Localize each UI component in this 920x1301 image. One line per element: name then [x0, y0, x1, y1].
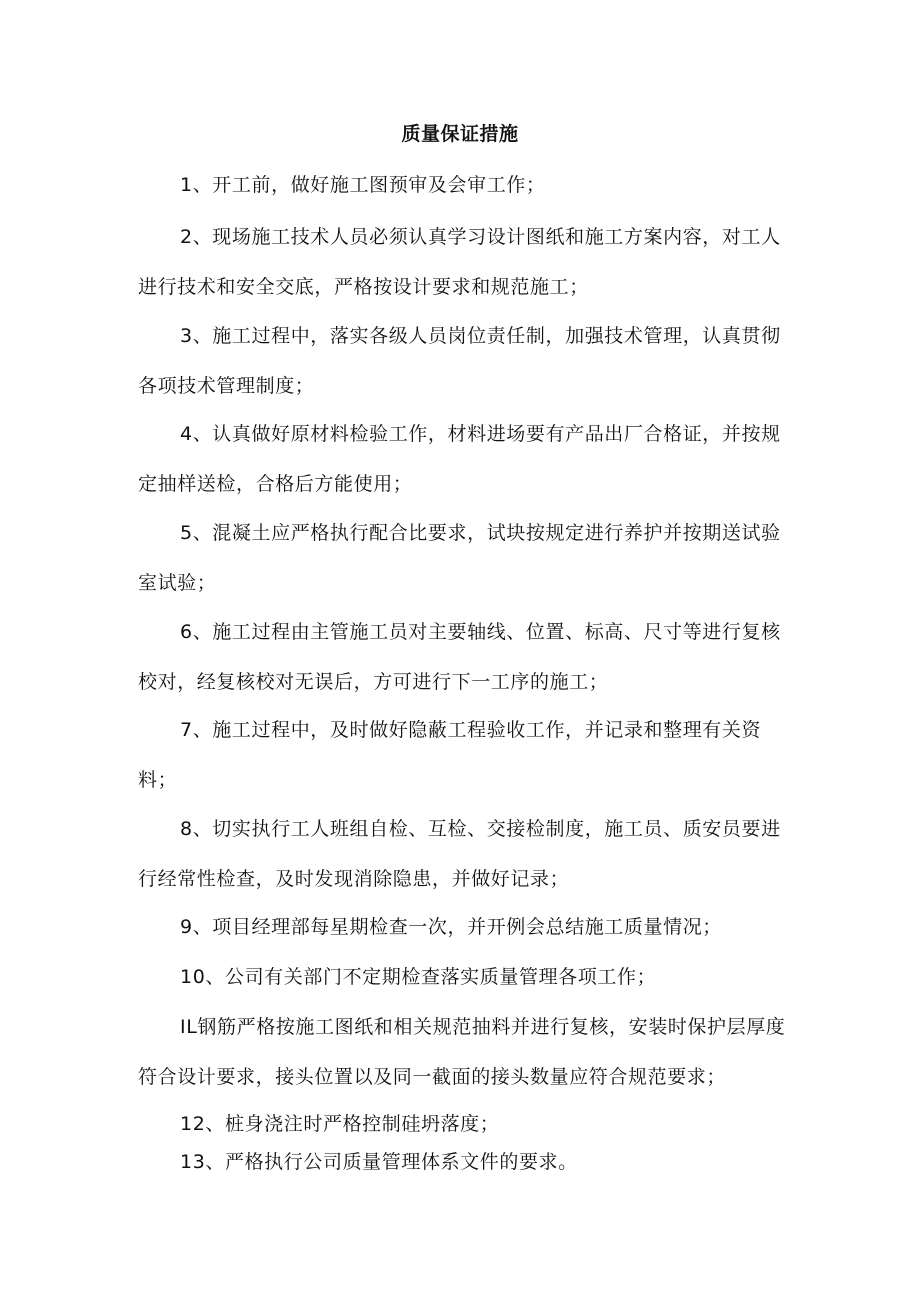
paragraph-9: 9、项目经理部每星期检查一次，并开例会总结施工质量情况； [180, 916, 722, 938]
paragraph-10: 10、公司有关部门不定期检查落实质量管理各项工作； [180, 966, 657, 988]
paragraph-2: 2、现场施工技术人员必须认真学习设计图纸和施工方案内容，对工人进行技术和安全交底，严格按设计要求和规范施工； [138, 226, 781, 298]
paragraph-1: 1、开工前，做好施工图预审及会审工作； [180, 174, 546, 196]
paragraph-5: 5、混凝土应严格执行配合比要求，试块按规定进行养护并按期送试验室试验； [138, 522, 781, 594]
paragraph-12: 12、桩身浇注时严格控制硅坍落度； [180, 1113, 500, 1135]
paragraph-7: 7、施工过程中，及时做好隐蔽工程验收工作，并记录和整理有关资料； [138, 719, 762, 791]
paragraph-8: 8、切实执行工人班组自检、互检、交接检制度，施工员、质安员要进行经常性检查，及时发现消除隐患，并做好记录； [138, 818, 781, 890]
paragraph-6: 6、施工过程由主管施工员对主要轴线、位置、标高、尺寸等进行复核校对，经复核校对无误后，方可进行下一工序的施工； [138, 621, 781, 693]
paragraph-4: 4、认真做好原材料检验工作，材料进场要有产品出厂合格证，并按规定抽样送检，合格后方能使用； [138, 423, 781, 495]
document-title: 质量保证措施 [401, 123, 519, 145]
paragraph-11: IL钢筋严格按施工图纸和相关规范抽料并进行复核，安装时保护层厚度符合设计要求，接头位置以及同一截面的接头数量应符合规范要求； [138, 1016, 786, 1088]
paragraph-3: 3、施工过程中，落实各级人员岗位责任制，加强技术管理，认真贯彻各项技术管理制度； [138, 325, 781, 397]
paragraph-13: 13、严格执行公司质量管理体系文件的要求。 [180, 1151, 578, 1173]
